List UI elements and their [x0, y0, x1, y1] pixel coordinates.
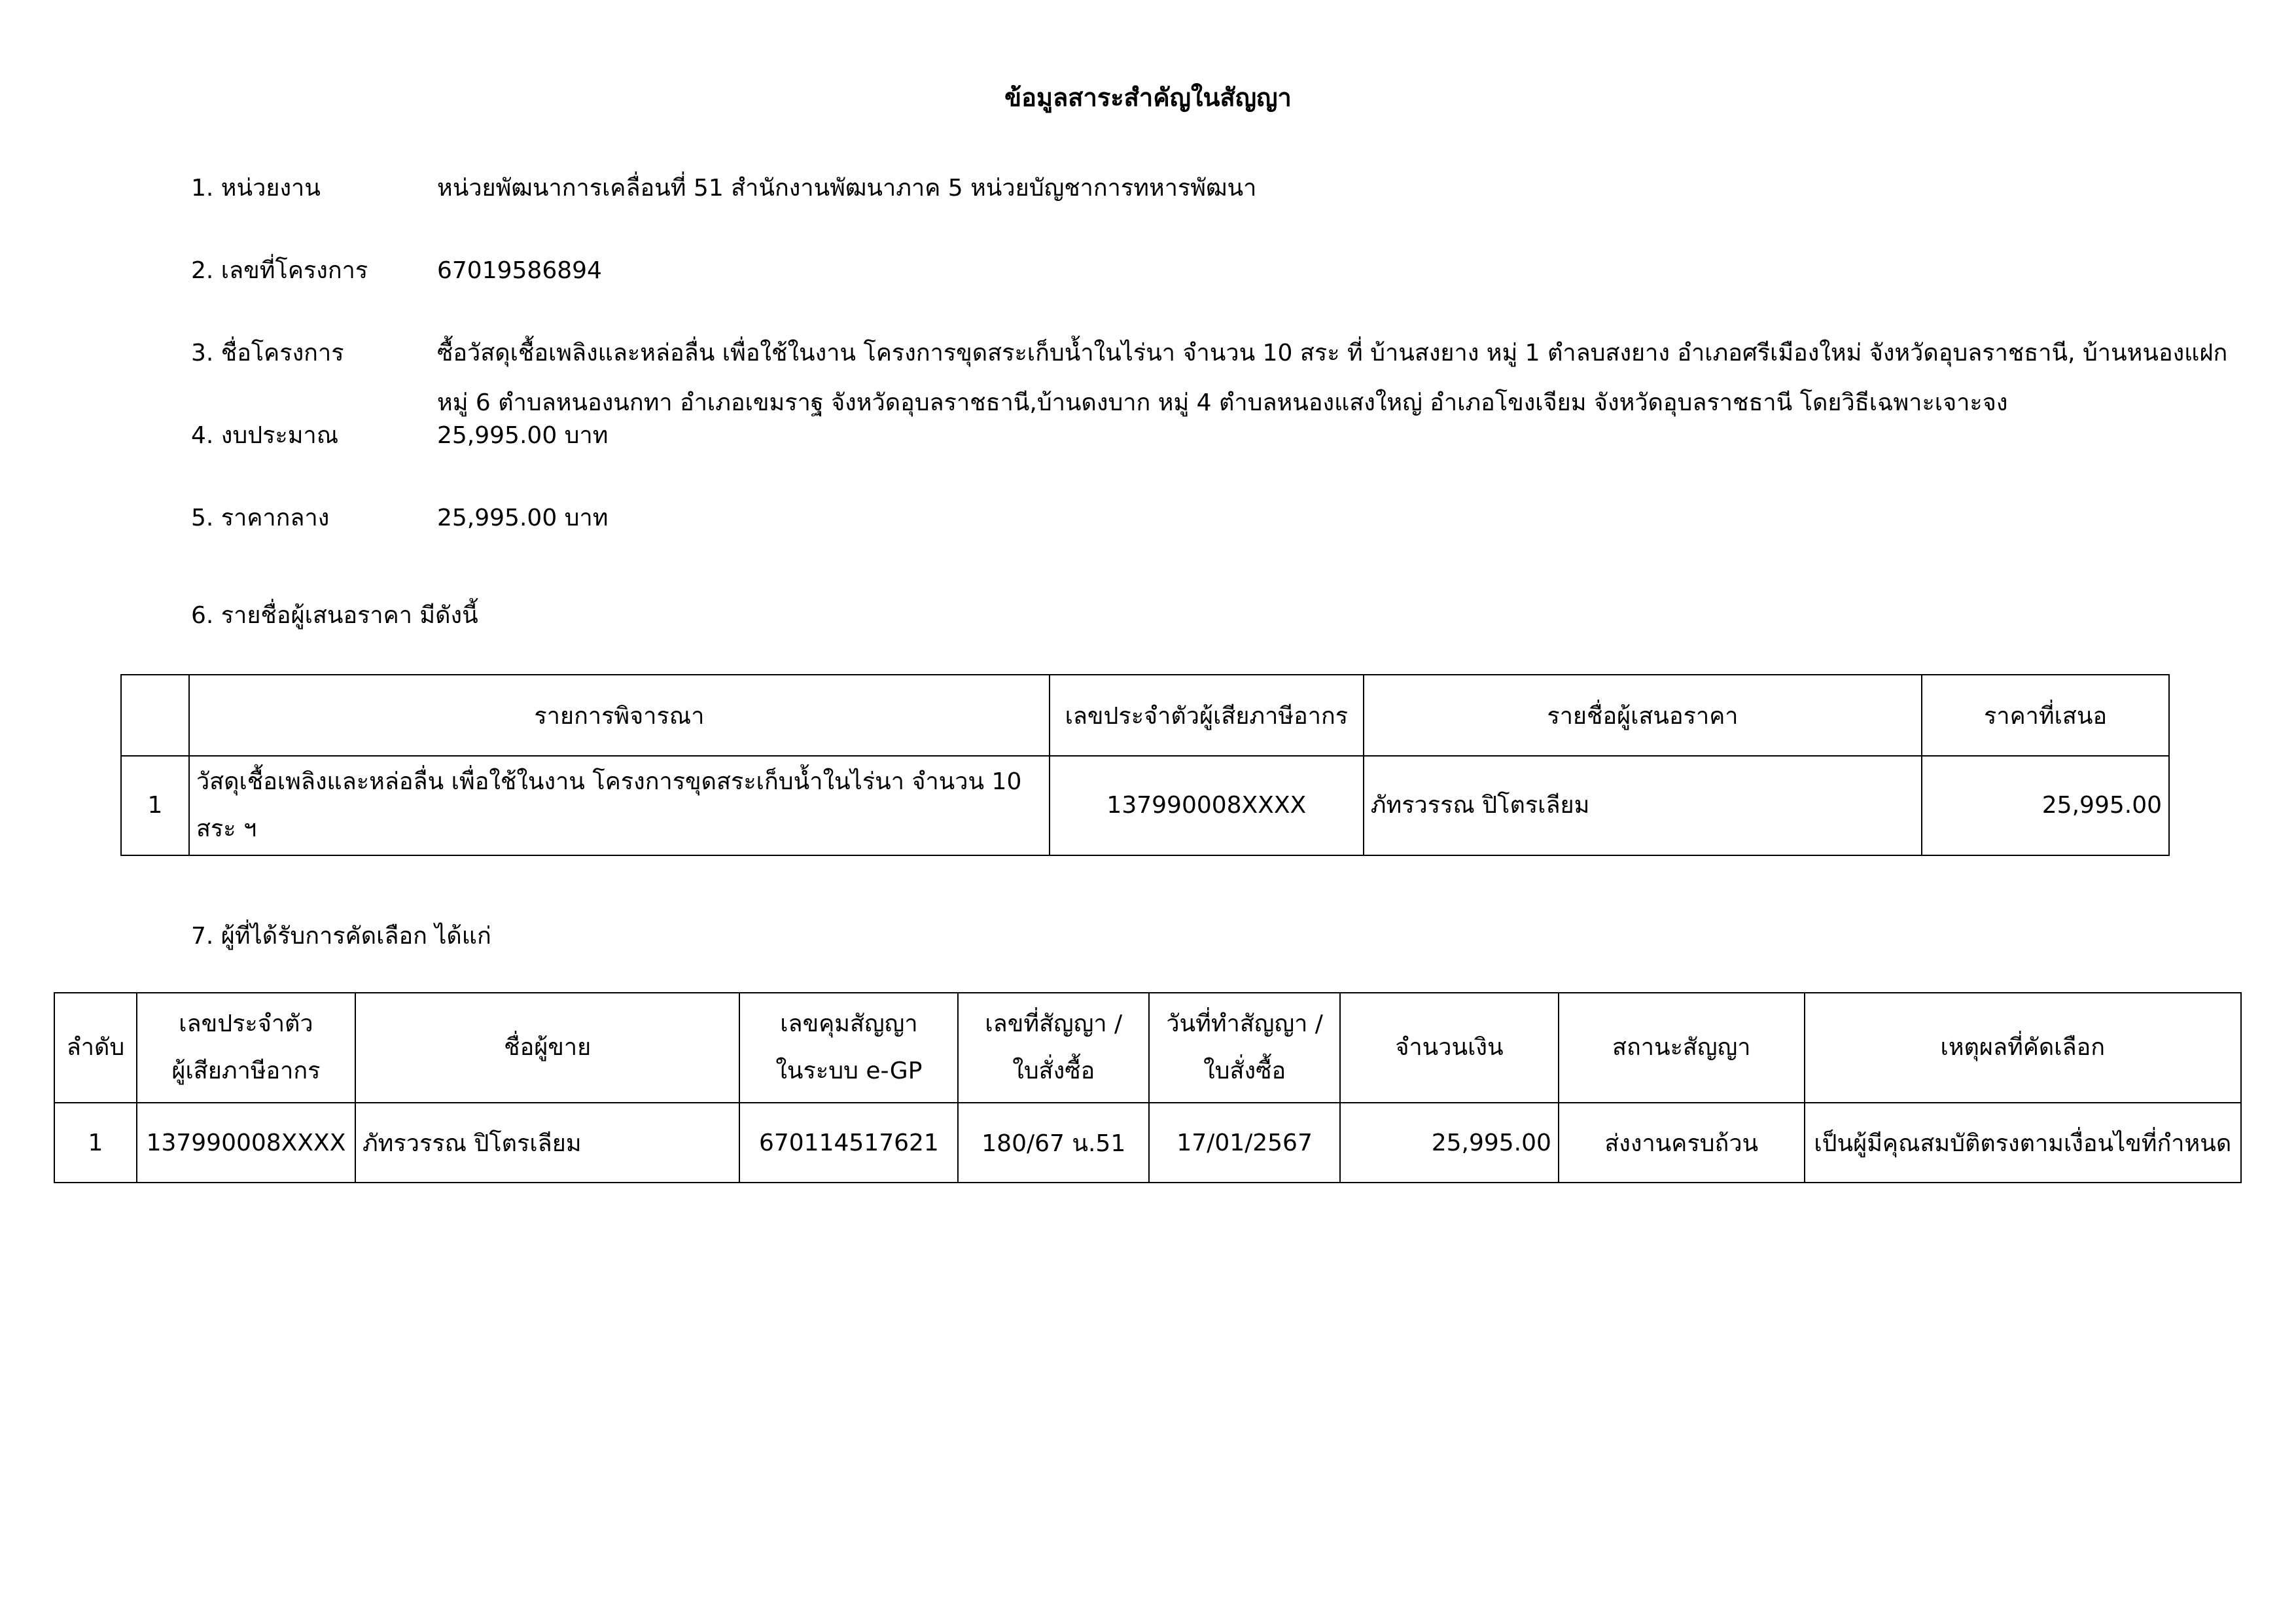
- selected-header-amount: จำนวนเงิน: [1340, 993, 1559, 1103]
- selected-header-contract-status: สถานะสัญญา: [1559, 993, 1805, 1103]
- bidders-header-item: รายการพิจารณา: [189, 675, 1050, 756]
- field-label-project-name: 3. ชื่อโครงการ: [191, 340, 344, 366]
- field-value-project-name: ซื้อวัสดุเชื้อเพลิงและหล่อลื่น เพื่อใช้ในงาน โครงการขุดสระเก็บน้ำในไร่นา จำนวน 10 สระ ที่ บ้านสงยาง หมู่ 1 ตำลบสงยาง อำเภอศรีเมืองใหม่ จังหวัดอุบลราชธานี, บ้านหนองแฝก หมู่ 6 ตำบลหนองนกทา อำเภอเขมราฐ จังหวัดอุบลราชธานี,บ้านดงบาก หมู่ 4 ตำบลหนองแสงใหญ่ อำเภอโขงเจียม จังหวัดอุบลราชธานี โดยวิธีเฉพาะเจาะจง: [437, 340, 2228, 416]
- section-6-heading: 6. รายชื่อผู้เสนอราคา มีดังนี้: [191, 602, 478, 629]
- selected-selection-reason: เป็นผู้มีคุณสมบัติตรงตามเงื่อนไขที่กำหนด: [1805, 1103, 2241, 1183]
- field-label-agency: 1. หน่วยงาน: [191, 175, 321, 202]
- selected-header-contract-date: วันที่ทำสัญญา / ใบสั่งซื้อ: [1149, 993, 1340, 1103]
- selected-header-vendor-name: ชื่อผู้ขาย: [355, 993, 739, 1103]
- field-value-agency: หน่วยพัฒนาการเคลื่อนที่ 51 สำนักงานพัฒนาภาค 5 หน่วยบัญชาการทหารพัฒนา: [437, 175, 1257, 202]
- field-value-median-price: 25,995.00 บาท: [437, 505, 609, 531]
- bidders-header-row: [121, 675, 2169, 756]
- selected-contract-status: ส่งงานครบถ้วน: [1559, 1103, 1805, 1183]
- field-label-budget: 4. งบประมาณ: [191, 422, 339, 449]
- table-row: [54, 1103, 2241, 1183]
- bidder-item: วัสดุเชื้อเพลิงและหล่อลื่น เพื่อใช้ในงาน โครงการขุดสระเก็บน้ำในไร่นา จำนวน 10 สระ ฯ: [189, 756, 1050, 855]
- field-value-budget: 25,995.00 บาท: [437, 422, 609, 449]
- selected-contract-date: 17/01/2567: [1149, 1103, 1340, 1183]
- bidder-tax-id: 137990008XXXX: [1050, 756, 1364, 855]
- table-row: [121, 756, 2169, 855]
- bidders-header-index: [121, 675, 189, 756]
- selected-header-selection-reason: เหตุผลที่คัดเลือก: [1805, 993, 2241, 1103]
- selected-header-egp-control: เลขคุมสัญญา ในระบบ e-GP: [739, 993, 958, 1103]
- selected-header-order: ลำดับ: [54, 993, 137, 1103]
- selected-vendors-table: [54, 992, 2242, 1183]
- field-label-median-price: 5. ราคากลาง: [191, 505, 330, 531]
- bidders-header-offered-price: ราคาที่เสนอ: [1922, 675, 2169, 756]
- bidder-name: ภัทรวรรณ ปิโตรเลียม: [1364, 756, 1922, 855]
- bidders-header-tax-id: เลขประจำตัวผู้เสียภาษีอากร: [1050, 675, 1364, 756]
- bidders-table: [120, 674, 2170, 856]
- selected-contract-number: 180/67 น.51: [958, 1103, 1149, 1183]
- selected-tax-id: 137990008XXXX: [137, 1103, 355, 1183]
- selected-order: 1: [54, 1103, 137, 1183]
- bidder-offered-price: 25,995.00: [1922, 756, 2169, 855]
- field-value-project-number: 67019586894: [437, 257, 602, 284]
- selected-vendor-name: ภัทรวรรณ ปิโตรเลียม: [355, 1103, 739, 1183]
- selected-header-row: [54, 993, 2241, 1103]
- document-title: ข้อมูลสาระสำคัญในสัญญา: [1004, 83, 1292, 112]
- bidders-header-bidder-name: รายชื่อผู้เสนอราคา: [1364, 675, 1922, 756]
- bidder-index: 1: [121, 756, 189, 855]
- selected-header-contract-number: เลขที่สัญญา / ใบสั่งซื้อ: [958, 993, 1149, 1103]
- selected-egp-control: 670114517621: [739, 1103, 958, 1183]
- selected-header-tax-id: เลขประจำตัว ผู้เสียภาษีอากร: [137, 993, 355, 1103]
- section-7-heading: 7. ผู้ที่ได้รับการคัดเลือก ได้แก่: [191, 923, 491, 950]
- field-label-project-number: 2. เลขที่โครงการ: [191, 257, 368, 284]
- selected-amount: 25,995.00: [1340, 1103, 1559, 1183]
